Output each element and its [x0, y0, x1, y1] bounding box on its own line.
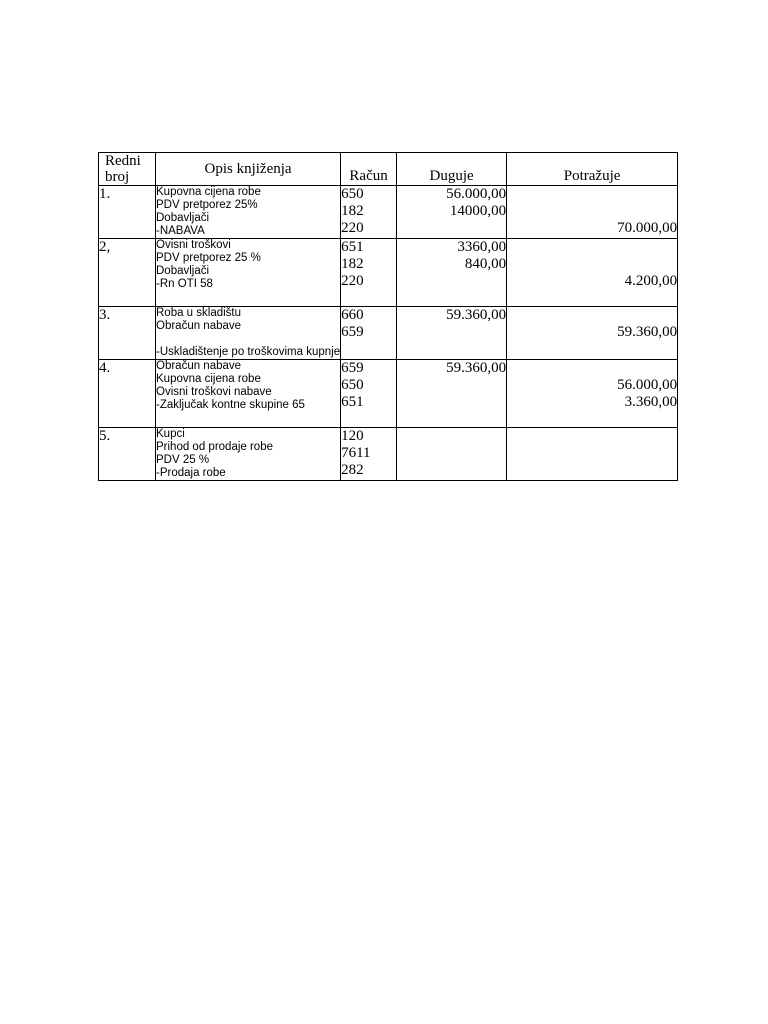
account-number: 182 [341, 203, 364, 219]
account-number: 220 [341, 220, 364, 236]
debit-amount: 840,00 [464, 256, 507, 272]
row-credit [507, 307, 678, 360]
account-number: 182 [341, 256, 364, 272]
account-number: 659 [341, 324, 364, 340]
description-line: -NABAVA [156, 225, 205, 237]
row-number: 1. [99, 186, 156, 239]
header-broj: broj [105, 169, 130, 185]
credit-amount [507, 239, 677, 256]
header-redni-broj [99, 153, 156, 186]
table-row [99, 186, 678, 239]
description-line: Kupovna cijena robe [156, 373, 261, 385]
credit-amount: 70.000,00 [617, 220, 678, 236]
header-racun: Račun [341, 153, 397, 186]
account-number: 120 [341, 428, 364, 444]
row-description [156, 360, 341, 428]
row-number: 5. [99, 428, 156, 481]
table-row [99, 360, 678, 428]
account-number: 282 [341, 462, 364, 478]
header-potrazuje: Potražuje [507, 153, 678, 186]
debit-amount: 3360,00 [457, 239, 507, 255]
description-line: Prihod od prodaje robe [156, 441, 273, 453]
account-number: 651 [341, 394, 364, 410]
debit-amount [397, 273, 506, 290]
account-number: 660 [341, 307, 364, 323]
account-number: 7611 [341, 445, 371, 461]
row-credit [507, 239, 678, 307]
debit-amount: 14000,00 [449, 203, 507, 219]
header-row [99, 153, 678, 186]
account-number: 220 [341, 273, 364, 289]
description-line: Ovisni troškovi [156, 239, 231, 251]
debit-amount: 56.000,00 [446, 186, 507, 202]
description-line: Obračun nabave [156, 360, 242, 372]
credit-amount: 3.360,00 [624, 394, 678, 410]
account-number: 650 [341, 377, 364, 393]
debit-amount [397, 220, 506, 237]
header-redni: Redni [105, 153, 141, 169]
row-debit [397, 360, 507, 428]
credit-amount: 59.360,00 [617, 324, 678, 340]
credit-amount [507, 186, 677, 203]
row-description [156, 428, 341, 481]
row-accounts [341, 239, 397, 307]
table-row [99, 307, 678, 360]
description-line: PDV pretporez 25 % [156, 252, 261, 264]
description-line: Kupovna cijena robe [156, 186, 261, 198]
description-line: -Zaključak kontne skupine 65 [156, 399, 305, 411]
description-line: -Uskladištenje po troškovima kupnje [156, 346, 341, 358]
description-line: Dobavljači [156, 212, 210, 224]
row-description [156, 307, 341, 360]
row-description [156, 239, 341, 307]
description-line: Dobavljači [156, 265, 210, 277]
row-credit [507, 360, 678, 428]
account-number: 651 [341, 239, 364, 255]
row-credit [507, 428, 678, 481]
row-debit [397, 428, 507, 481]
row-debit [397, 186, 507, 239]
account-number: 650 [341, 186, 364, 202]
table-row [99, 239, 678, 307]
row-accounts [341, 428, 397, 481]
credit-amount [507, 256, 677, 273]
description-line: -Prodaja robe [156, 467, 226, 479]
credit-amount: 56.000,00 [617, 377, 678, 393]
description-line [156, 333, 340, 346]
row-number: 2, [99, 239, 156, 307]
description-line: Obračun nabave [156, 320, 242, 332]
description-line: Ovisni troškovi nabave [156, 386, 272, 398]
row-accounts [341, 307, 397, 360]
description-line: PDV 25 % [156, 454, 210, 466]
description-line: PDV pretporez 25% [156, 199, 258, 211]
row-debit [397, 307, 507, 360]
row-number: 3. [99, 307, 156, 360]
credit-amount [507, 360, 677, 377]
description-line: Kupci [156, 428, 185, 440]
row-credit [507, 186, 678, 239]
debit-amount [397, 324, 506, 341]
row-description [156, 186, 341, 239]
credit-amount: 4.200,00 [624, 273, 678, 289]
debit-amount: 59.360,00 [446, 307, 507, 323]
row-accounts [341, 186, 397, 239]
row-number: 4. [99, 360, 156, 428]
debit-amount [397, 394, 506, 411]
description-line: Roba u skladištu [156, 307, 242, 319]
credit-amount [507, 307, 677, 324]
debit-amount: 59.360,00 [446, 360, 507, 376]
description-line: -Rn OTI 58 [156, 278, 213, 290]
row-accounts [341, 360, 397, 428]
header-duguje: Duguje [397, 153, 507, 186]
table-row [99, 428, 678, 481]
journal-table [98, 152, 678, 481]
header-opis: Opis knjiženja [156, 153, 341, 186]
account-number: 659 [341, 360, 364, 376]
credit-amount [507, 203, 677, 220]
row-debit [397, 239, 507, 307]
debit-amount [397, 377, 506, 394]
